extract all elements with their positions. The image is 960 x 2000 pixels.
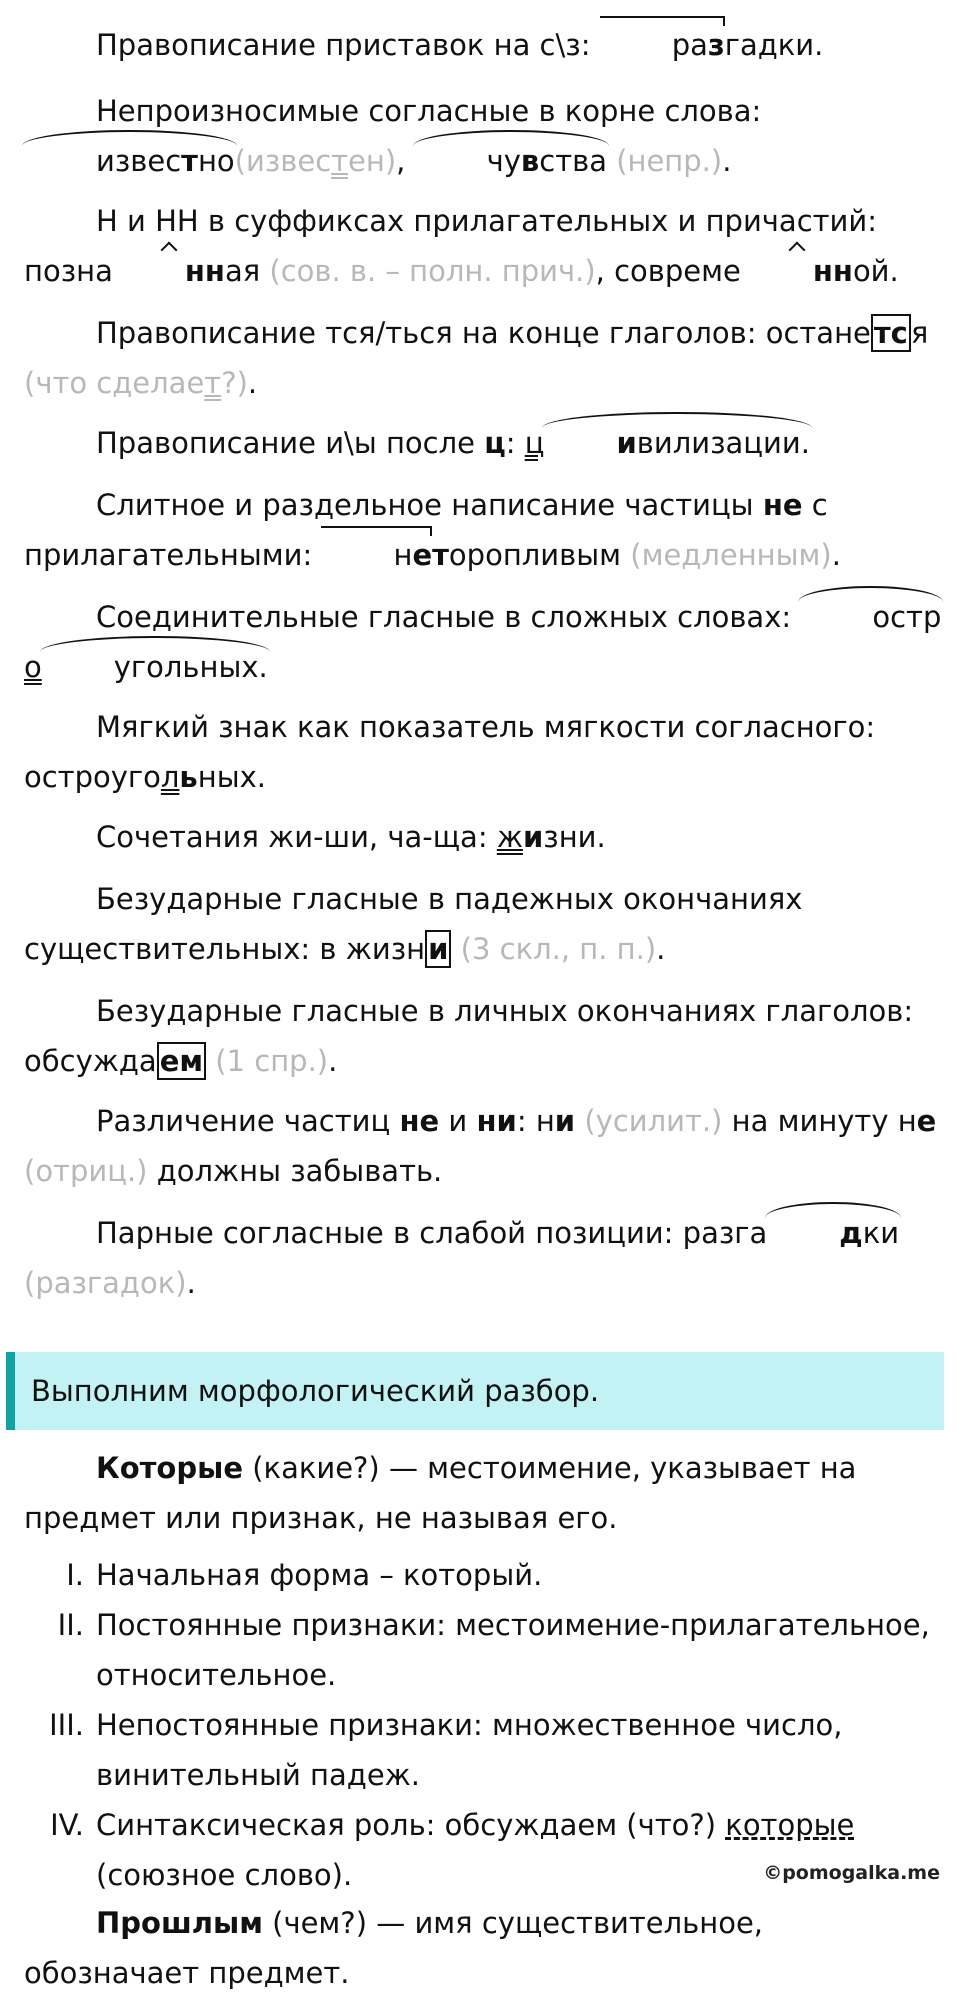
- rule-tsya: Правописание тся/ться на конце глаголов: остане тс я (что сделает?).: [24, 316, 929, 400]
- rule-silent-consonants: Непроизносимые согласные в корне слова: известно(известен), чувства (непр.).: [24, 86, 944, 186]
- morph-paragraph-proshlym: Прошлым (чем?) — имя существительное, обозначает предмет.: [24, 1906, 764, 1990]
- rule-zhi-shi: Сочетания жи-ши, ча-ща: жизни.: [96, 820, 606, 854]
- rule-connecting-vowels: Соединительные гласные в сложных словах: остро угольных.: [24, 592, 944, 692]
- page: Правописание приставок на с\з: разгадки. Непроизносимые согласные в корне слова: известно(известен), чувства (непр.). Н и НН в суффиксах прилагательных и причастий: позна нная (сов. в. – полн. прич.), совреме нной. Правописание тся/ться на конце глаголов: остане тс я (что сделает?). Правописание и\ы после ц: ц ивилизации. Слитное и раздельное написание частицы не с прилагательными: неторопливым (медленным). Соединительные гласные в сложных словах: остро угольных. Мягкий знак как показатель мягкости согласного: остроугольных. Сочетания жи-ши, ча-ща: жизни. Безударные гласные в падежных окончаниях существительных: в жизн и (3 скл., п. п.). Безударные гласные в личных окончаниях глаголов: обсужда ем (1 спр.). Различение частиц не и ни: ни (усилит.) на минуту не (отриц.) должны забывать. Парные согласные в слабой позиции: разга дки (разгадок). Выполним морфологический разбор. Которые (какие?) — местоимение, указывает на предмет или признак, не называя его. I. Начальная форма – который. II. Постоянные признаки: местоимение-прилагательное, относительное. III. Непостоянные признаки: множественное число, винительный падеж. IV. Синтаксическая роль: обсуждаем (что?) которые (союзное слово). ©pomogalka.me Прошлым (чем?) — имя существительное, обозначает предмет.: [0, 0, 960, 2000]
- rule-ne-ni: Различение частиц не и ни: ни (усилит.) на минуту не (отриц.) должны забывать.: [24, 1104, 937, 1188]
- section-banner: [6, 1352, 944, 1430]
- watermark: ©pomogalka.me: [763, 1862, 940, 1884]
- rule-paired-consonants: Парные согласные в слабой позиции: разга дки (разгадок).: [24, 1208, 944, 1308]
- morph-paragraph-kotorye: Которые (какие?) — местоимение, указывает на предмет или признак, не называя его.: [24, 1451, 857, 1535]
- rule-prefix: Правописание приставок на с\з: разгадки.: [24, 20, 944, 70]
- rule-noun-endings: Безударные гласные в падежных окончаниях существительных: в жизн и (3 скл., п. п.).: [24, 882, 803, 966]
- rule-n-nn: Н и НН в суффиксах прилагательных и причастий: позна нная (сов. в. – полн. прич.), совреме нной.: [24, 196, 944, 296]
- section-banner-text: Выполним морфологический разбор.: [31, 1374, 600, 1408]
- rule-soft-sign: Мягкий знак как показатель мягкости согласного: остроугольных.: [24, 710, 876, 794]
- rule-i-y-after-ts: Правописание и\ы после ц: ц ивилизации.: [24, 418, 944, 468]
- rule-ne-adjectives: Слитное и раздельное написание частицы не с прилагательными: неторопливым (медленным).: [24, 480, 944, 580]
- rule-verb-endings: Безударные гласные в личных окончаниях глаголов: обсужда ем (1 спр.).: [24, 994, 914, 1078]
